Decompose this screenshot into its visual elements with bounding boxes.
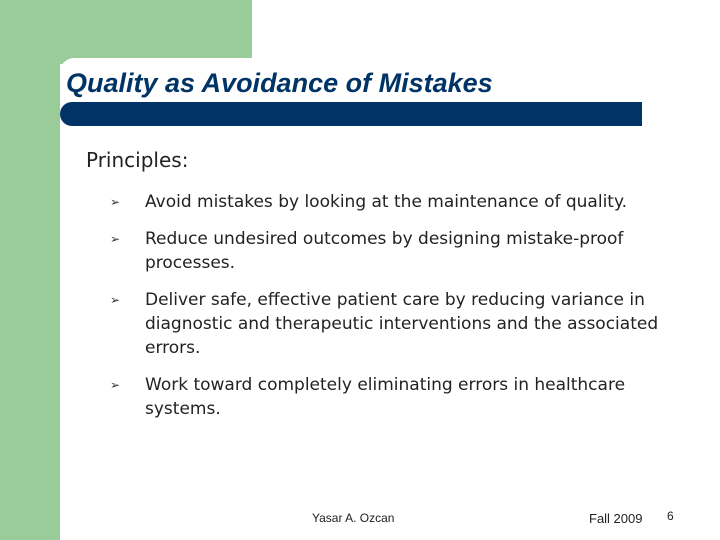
arrow-bullet-icon: ➢ xyxy=(110,293,121,307)
bullet-item xyxy=(110,373,680,421)
bullet-text: Reduce undesired outcomes by designing mistake-proof processes. xyxy=(145,229,624,273)
bullet-text: Deliver safe, effective patient care by reducing variance in diagnostic and therapeutic interventions and the associated errors. xyxy=(145,290,659,358)
bullet-text: Work toward completely eliminating errors in healthcare systems. xyxy=(145,375,626,419)
bullet-text: Avoid mistakes by looking at the maintenance of quality. xyxy=(145,192,628,212)
title-underline-bar xyxy=(60,102,642,126)
arrow-bullet-icon: ➢ xyxy=(110,195,121,209)
bullet-item xyxy=(110,190,680,214)
page-number: 6 xyxy=(667,509,674,523)
footer-date: Fall 2009 xyxy=(589,511,643,526)
bullet-item xyxy=(110,288,680,360)
section-heading: Principles: xyxy=(86,148,189,172)
bullet-list xyxy=(110,190,680,434)
arrow-bullet-icon: ➢ xyxy=(110,232,121,246)
arrow-bullet-icon: ➢ xyxy=(110,378,121,392)
decorative-green-bar-left xyxy=(0,0,60,540)
slide-title: Quality as Avoidance of Mistakes xyxy=(66,68,493,98)
bullet-item xyxy=(110,227,680,275)
footer-author: Yasar A. Ozcan xyxy=(312,511,395,525)
